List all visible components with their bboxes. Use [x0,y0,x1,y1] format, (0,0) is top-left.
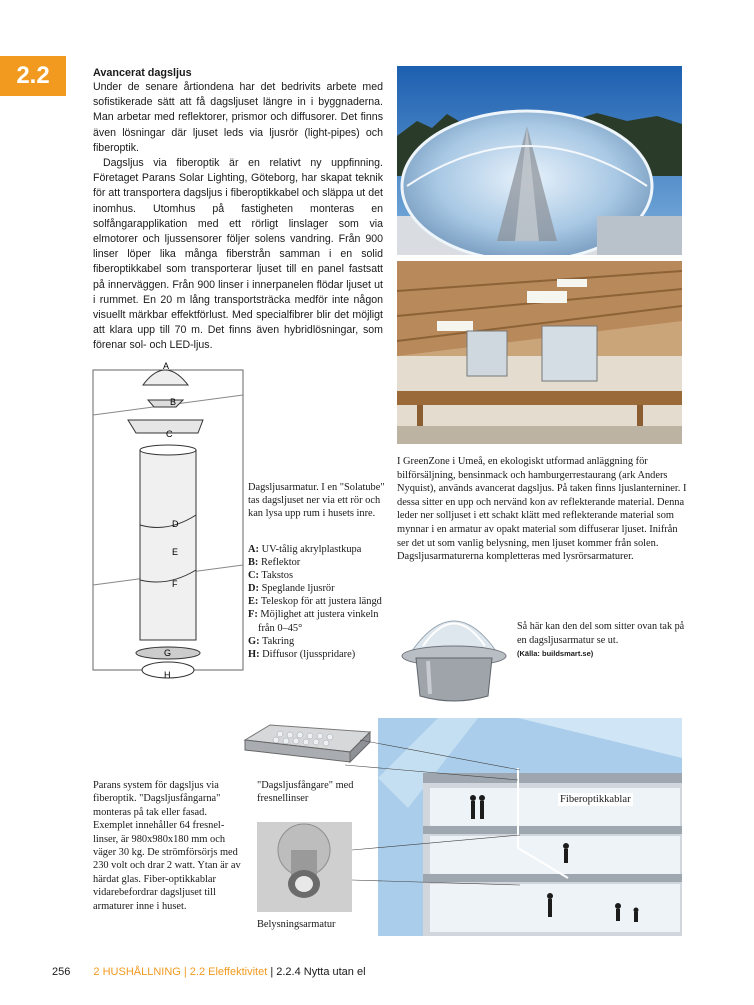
greenzone-caption: I GreenZone i Umeå, en ekologiskt utformad anläggning för bilförsäljning, bensinmack och hamburgerrestaurang (ark Anders Nyquist), används avancerat dagsljus. På taken finns ljuslanterniner. I dessa sitter en upp och nervänd kon av reflekterande material. Denna leder ner solljuset i ett schakt klätt med reflekterande material som mynnar i en armatur av opakt material som diffuserar ljuset. Inifrån ser det ut som vanlig belysning, men ljuset kommer från solen. Dagsljusarmaturerna kompletteras med lysrörsarmaturer. [397,456,687,563]
dome-caption-source: (Källa: buildsmart.se) [517,649,594,658]
legend-item: A: UV-tålig akrylplastkupa [248,544,362,555]
diagram-letter-a: A [163,361,170,371]
parans-caption: Parans system för dagsljus via fiberoptik. "Dagsljusfångarna" monteras på tak eller fasad. Exemplet innehåller 64 fresnel-linser, är 980x980x180 mm och väger 30 kg. De strömförsörjs med 230 volt och drar 2 watt. Ytan är av härdat glas. Fiber-optikkablar vidarebefordrar dagsljuset till armaturer inne i huset. [93,780,241,912]
legend-item: E: Teleskop för att justera längd [248,596,382,608]
building-cross-section [378,718,682,936]
diagram-letter-g: G [164,648,172,658]
solatube-diagram [88,355,248,685]
legend-item: C: Takstos [248,570,293,582]
article-heading: Avancerat dagsljus [93,67,192,79]
article-paragraph-2: Dagsljus via fiberoptik är en relativt ny uppfinning. Företaget Parans Solar Lighting, Göteborg, har skapat teknik för att transportera dagsljus i fiberoptikkabel och släppa ut det inomhus. Utomhus på fastigheten monteras en solfångarapplikation med ett rörligt linslager som via elmotorer och ljussensorer följer solens vandring. Från 900 linser löper lika många fiberstrån samman i en solid fiberoptikkabel som transporterar ljuset till en panel fastsatt på innerväggen. Från 900 linser i innerpanelen flödar ljuset ut i rummet. En 20 m lång transportsträcka medför inte någon visuellt märkbar effektförlust. Med specialfibrer blir det möjligt att klara upp till 70 m. Det finns även hybridlösningar, som förenar sol- och LED-ljus. [93,157,383,352]
solatube-caption: Dagsljusarmatur. I en "Solatube" tas dagsljuset ner via ett rör och kan lysa upp rum i husets inre. [248,482,385,520]
daylight-collector-image [240,720,375,775]
lighting-fixture-photo [257,822,352,912]
legend-item: G: Takring [248,635,295,647]
greenzone-interior-photo [397,261,682,444]
solatube-legend [248,543,388,661]
dome-caption: Så här kan den del som sitter ovan tak på en dagsljusarmatur se ut. (Källa: buildsmart.se) [517,620,692,661]
diagram-letter-d: D [172,519,179,529]
page-footer [52,966,366,978]
skylight-dome-photo [397,66,682,255]
fixture-caption: Belysningsarmatur [257,919,336,930]
diagram-dome-shape [143,370,188,385]
legend-item: F: Möjlighet att justera vinkeln från 0–45° [248,609,379,634]
fiber-cables-label: Fiberoptikkablar [560,794,631,805]
legend-item: D: Speglande ljusrör [248,583,335,595]
footer-chapter: 2 HUSHÅLLNING | 2.2 Eleffektivitet [93,966,268,978]
diagram-letter-e: E [172,547,179,557]
collector-caption: "Dagsljusfångare" med fresnellinser [257,780,354,805]
main-article [93,66,383,354]
article-paragraph-1: Under de senare årtiondena har det bedrivits arbete med sofistikerade sätt att få dagsljuset längre in i byggnaderna. Man arbetar med reflektorer, prismor och diffusorer. Det finns även lösningar där ljuset leds via ljusrör (light-pipes) och fiberoptik. [93,81,383,154]
legend-item: B: Reflektor [248,557,301,569]
section-number-badge: 2.2 [0,56,66,96]
diagram-letter-h: H [164,670,171,680]
page-number: 256 [52,966,71,978]
footer-subsection: 2.2.4 Nytta utan el [276,966,366,978]
diagram-letter-b: B [170,397,177,407]
diagram-letter-c: C [166,429,173,439]
legend-item: H: Diffusor (ljusspridare) [248,648,356,660]
diagram-letter-f: F [172,579,178,589]
dome-product-photo [398,596,510,706]
footer-separator: | [267,966,277,978]
